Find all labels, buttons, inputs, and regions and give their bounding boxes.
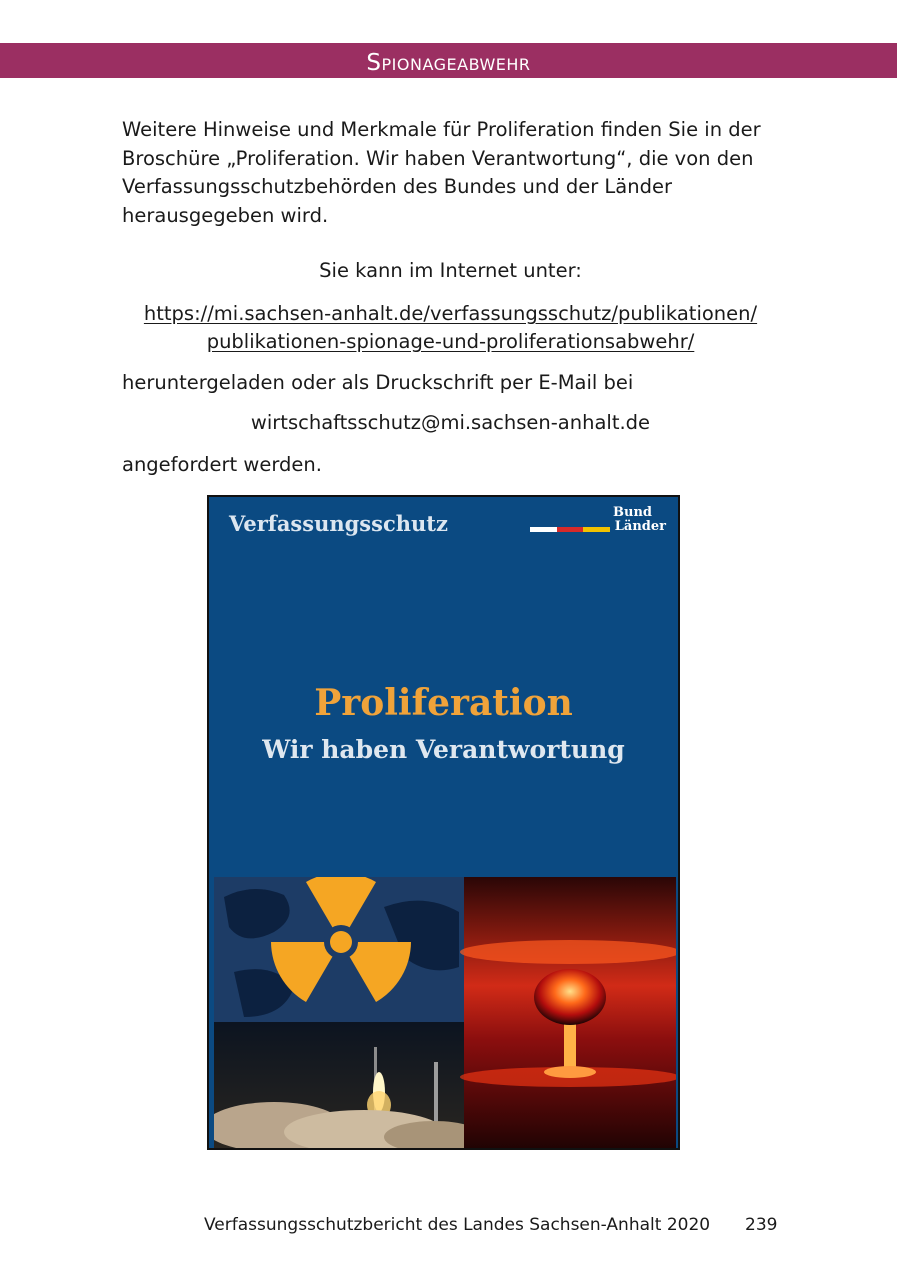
cover-subtitle: Wir haben Verantwortung	[262, 735, 625, 764]
section-header-band	[0, 43, 897, 78]
logo-text-bund: Bund	[613, 505, 652, 520]
section-title: Spionageabwehr	[366, 50, 531, 76]
bund-laender-logo	[526, 505, 666, 541]
logo-flag-bar	[530, 527, 610, 532]
cover-title: Proliferation	[314, 682, 573, 724]
nuclear-explosion-icon	[460, 877, 676, 1149]
publication-url-line-1[interactable]: https://mi.sachsen-anhalt.de/verfassungsschutz/publikationen/	[143, 302, 758, 325]
requested-line: angefordert werden.	[122, 453, 322, 476]
rocket-launch-icon	[214, 1022, 484, 1149]
download-line: heruntergeladen oder als Druckschrift per E-Mail bei	[122, 371, 634, 394]
logo-text-laender: Länder	[614, 519, 666, 534]
availability-line: Sie kann im Internet unter:	[319, 259, 582, 282]
contact-email[interactable]: wirtschaftsschutz@mi.sachsen-anhalt.de	[250, 411, 651, 434]
publication-url-line-2[interactable]: publikationen-spionage-und-proliferationsabwehr/	[206, 330, 695, 353]
cover-collage	[214, 877, 676, 1149]
intro-paragraph: Weitere Hinweise und Merkmale für Proliferation finden Sie in der Broschüre „Proliferation. Wir haben Verantwortung“, die von den Verfassungsschutzbehörden des Bundes und der Länder herausgegeben wird.	[122, 118, 761, 227]
radiation-symbol-icon	[214, 877, 464, 1022]
footer-report-title: Verfassungsschutzbericht des Landes Sachsen-Anhalt 2020	[204, 1215, 711, 1235]
cover-brand: Verfassungsschutz	[229, 511, 448, 536]
page-number: 239	[745, 1215, 778, 1235]
brochure-cover-image	[207, 495, 680, 1150]
